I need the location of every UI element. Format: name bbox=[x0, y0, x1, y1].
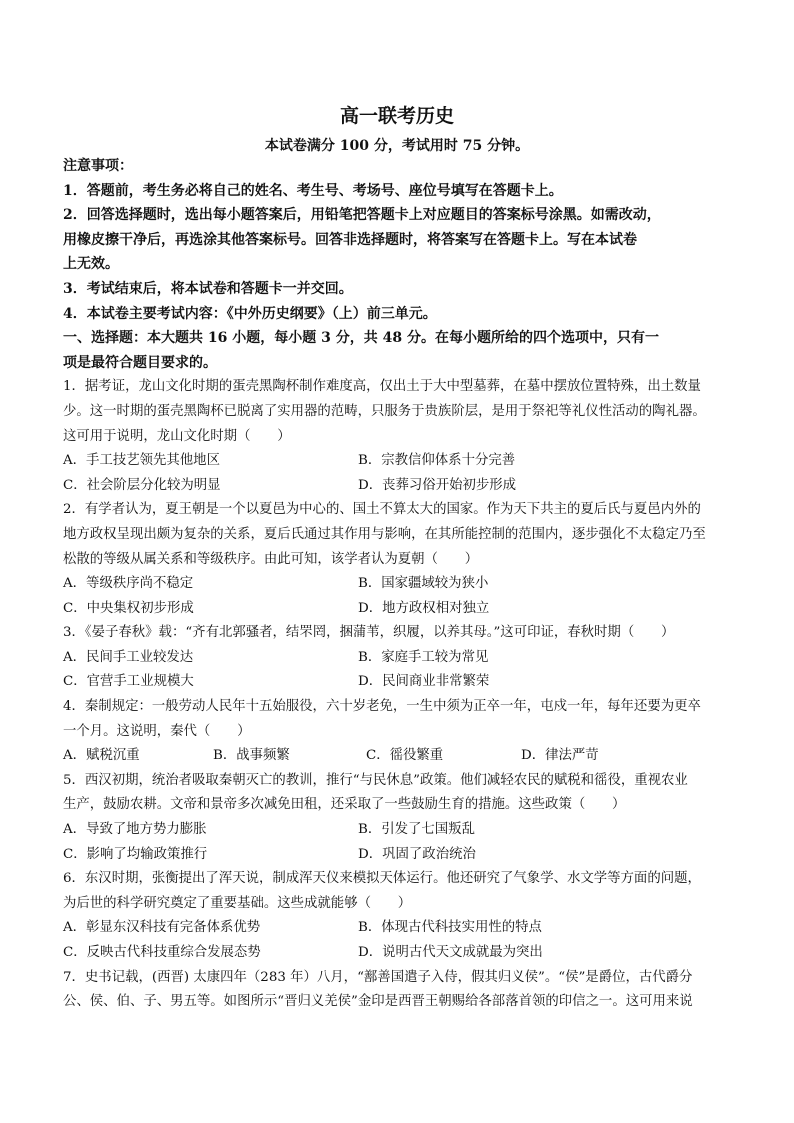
exam-info: 本试卷满分 100 分，考试用时 75 分钟。 bbox=[264, 138, 530, 154]
option-a: A．手工技艺领先其他地区 bbox=[63, 453, 220, 469]
option-b: B．家庭手工较为常见 bbox=[358, 649, 489, 665]
question-stem: 为后世的科学研究奠定了重要基础。这些成就能够（ ） bbox=[63, 895, 412, 911]
option-b: B．战事频繁 bbox=[213, 748, 290, 764]
question-stem: 公、侯、伯、子、男五等。如图所示“晋归义羌侯”金印是西晋王朝赐给各部落首领的印信之一。这可用来说 bbox=[63, 994, 693, 1010]
note-line: 用橡皮擦干净后，再选涂其他答案标号。回答非选择题时，将答案写在答题卡上。写在本试卷 bbox=[63, 231, 637, 248]
question-stem: 1．据考证，龙山文化时期的蛋壳黑陶杯制作难度高，仅出土于大中型墓葬，在墓中摆放位置特殊，出土数量 bbox=[63, 379, 701, 395]
option-b: B．国家疆域较为狭小 bbox=[358, 576, 489, 592]
option-c: C．徭役繁重 bbox=[366, 748, 444, 764]
question-stem: 这可用于说明，龙山文化时期（ ） bbox=[63, 428, 291, 444]
option-c: C．社会阶层分化较为明显 bbox=[63, 477, 221, 493]
exam-content bbox=[63, 154, 735, 1015]
option-b: B．宗教信仰体系十分完善 bbox=[358, 453, 516, 469]
option-d: D．丧葬习俗开始初步形成 bbox=[358, 477, 517, 493]
question-stem: 3．《晏子春秋》载：“齐有北郭骚者，结罘罔，捆蒲苇，织履，以养其母。”这可印证，春秋时期（ ） bbox=[63, 625, 675, 641]
option-c: C．中央集权初步形成 bbox=[63, 600, 194, 616]
option-row bbox=[63, 843, 735, 868]
question-stem: 地方政权呈现出颇为复杂的关系，夏后氏通过其作用与影响，在其所能控制的范围内，逐步强化不太稳定乃至 bbox=[63, 526, 706, 542]
question-stem: 4．秦制规定：一般劳动人民年十五始服役，六十岁老免，一生中须为正卒一年，屯戍一年，每年还要为更卒 bbox=[63, 699, 701, 715]
notes-heading: 注意事项： bbox=[63, 158, 133, 174]
question-stem: 5．西汉初期，统治者吸取秦朝灭亡的教训，推行“与民休息”政策。他们减轻农民的赋税和徭役，重视农业 bbox=[63, 772, 688, 788]
question-stem: 7．史书记载，(西晋) 太康四年（283 年）八月，“鄯善国遣子入侍，假其归义侯”。“侯”是爵位，古代爵分 bbox=[63, 969, 693, 985]
option-row bbox=[63, 818, 735, 843]
section-heading: 一、选择题：本大题共 16 小题，每小题 3 分，共 48 分。在每小题所给的四个选项中，只有一 bbox=[63, 330, 659, 347]
option-d: D．地方政权相对独立 bbox=[358, 600, 490, 616]
option-b: B．引发了七国叛乱 bbox=[358, 822, 475, 838]
option-a: A．导致了地方势力膨胀 bbox=[63, 822, 207, 838]
option-c: C．影响了均输政策推行 bbox=[63, 846, 208, 862]
option-row bbox=[63, 941, 735, 966]
option-c: C．反映古代科技重综合发展态势 bbox=[63, 945, 261, 960]
option-a: A．彰显东汉科技有完备体系优势 bbox=[63, 920, 261, 936]
option-d: D．巩固了政治统治 bbox=[358, 846, 476, 862]
option-d: D．民间商业非常繁荣 bbox=[358, 674, 490, 690]
question-stem: 6．东汉时期，张衡提出了浑天说，制成浑天仪来模拟天体运行。他还研究了气象学、水文学等方面的问题， bbox=[63, 871, 701, 887]
option-row bbox=[63, 916, 735, 941]
page-title: 高一联考历史 bbox=[339, 105, 454, 127]
question-stem: 2．有学者认为，夏王朝是一个以夏邑为中心的、国土不算太大的国家。作为天下共主的夏后氏与夏邑内外的 bbox=[63, 502, 701, 518]
question-stem: 生产，鼓励农耕。文帝和景帝多次减免田租，还采取了一些鼓励生育的措施。这些政策（ ） bbox=[63, 797, 626, 813]
note-line: 1．答题前，考生务必将自己的姓名、考生号、考场号、座位号填写在答题卡上。 bbox=[63, 182, 563, 199]
note-line: 4．本试卷主要考试内容：《中外历史纲要》（上）前三单元。 bbox=[63, 305, 437, 322]
option-row bbox=[63, 474, 735, 499]
option-c: C．官营手工业规模大 bbox=[63, 674, 194, 690]
option-row bbox=[63, 572, 735, 597]
option-d: D．说明古代天文成就最为突出 bbox=[358, 945, 543, 960]
option-d: D．律法严苛 bbox=[521, 748, 599, 764]
option-a: A．民间手工业较发达 bbox=[63, 649, 194, 665]
option-row bbox=[63, 744, 735, 769]
option-row bbox=[63, 449, 735, 474]
question-stem: 松散的等级从属关系和等级秩序。由此可知，该学者认为夏朝（ ） bbox=[63, 551, 479, 567]
option-row bbox=[63, 646, 735, 671]
option-b: B．体现古代科技实用性的特点 bbox=[358, 920, 542, 936]
option-row bbox=[63, 597, 735, 622]
section-heading: 项是最符合题目要求的。 bbox=[63, 354, 217, 371]
question-stem: 少。这一时期的蛋壳黑陶杯已脱离了实用器的范畴，只服务于贵族阶层，是用于祭祀等礼仪性活动的陶礼器。 bbox=[63, 403, 706, 419]
note-line: 上无效。 bbox=[63, 256, 119, 273]
question-stem: 一个月。这说明，秦代（ ） bbox=[63, 723, 251, 739]
note-line: 2．回答选择题时，选出每小题答案后，用铅笔把答题卡上对应题目的答案标号涂黑。如需改动， bbox=[63, 207, 661, 224]
option-row bbox=[63, 670, 735, 695]
note-line: 3．考试结束后，将本试卷和答题卡一并交回。 bbox=[63, 280, 353, 297]
option-a: A．赋税沉重 bbox=[63, 748, 140, 764]
option-a: A．等级秩序尚不稳定 bbox=[63, 576, 194, 592]
